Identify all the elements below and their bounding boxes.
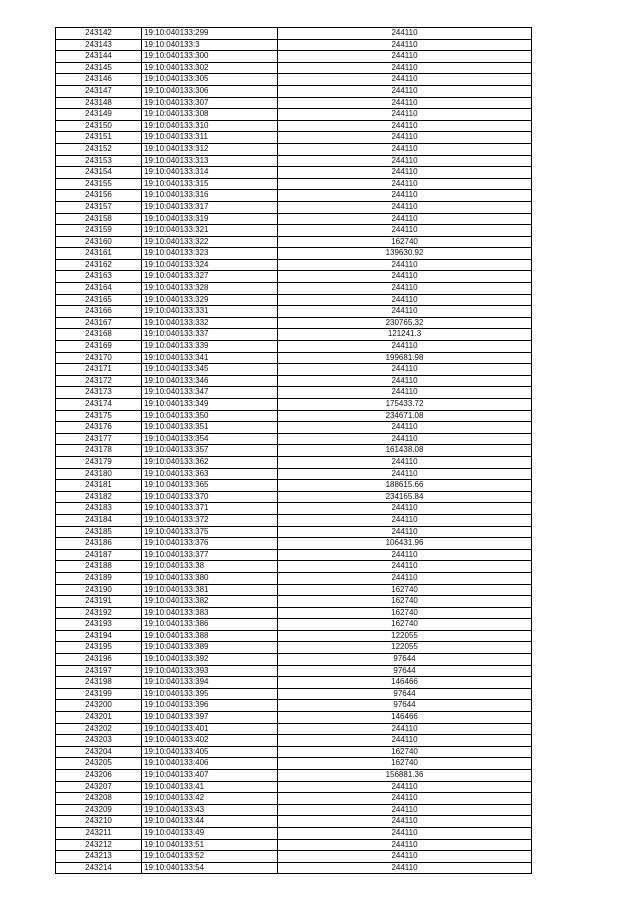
row-number-cell: 243154: [56, 167, 142, 179]
cadastral-number-cell: 19:10:040133:377: [142, 549, 278, 561]
row-number-cell: 243196: [56, 654, 142, 666]
table-row: [56, 654, 532, 666]
table-row: [56, 85, 532, 97]
value-cell: 244110: [278, 39, 532, 51]
value-cell: 199681.98: [278, 352, 532, 364]
cadastral-number-cell: 19:10:040133:376: [142, 538, 278, 550]
value-cell: 244110: [278, 781, 532, 793]
row-number-cell: 243210: [56, 816, 142, 828]
table-row: [56, 619, 532, 631]
row-number-cell: 243181: [56, 480, 142, 492]
table-row: [56, 851, 532, 863]
value-cell: 244110: [278, 561, 532, 573]
value-cell: 244110: [278, 804, 532, 816]
cadastral-number-cell: 19:10:040133:388: [142, 630, 278, 642]
row-number-cell: 243179: [56, 456, 142, 468]
table-row: [56, 352, 532, 364]
table-row: [56, 167, 532, 179]
row-number-cell: 243170: [56, 352, 142, 364]
value-cell: 244110: [278, 422, 532, 434]
value-cell: 244110: [278, 201, 532, 213]
value-cell: 244110: [278, 178, 532, 190]
row-number-cell: 243148: [56, 97, 142, 109]
value-cell: 244110: [278, 735, 532, 747]
cadastral-number-cell: 19:10:040133:349: [142, 399, 278, 411]
value-cell: 244110: [278, 155, 532, 167]
table-row: [56, 514, 532, 526]
cadastral-number-cell: 19:10:040133:327: [142, 271, 278, 283]
cadastral-number-cell: 19:10:040133:341: [142, 352, 278, 364]
cadastral-number-cell: 19:10:040133:397: [142, 712, 278, 724]
cadastral-number-cell: 19:10:040133:406: [142, 758, 278, 770]
row-number-cell: 243195: [56, 642, 142, 654]
value-cell: 244110: [278, 74, 532, 86]
row-number-cell: 243168: [56, 329, 142, 341]
value-cell: 244110: [278, 109, 532, 121]
table-row: [56, 642, 532, 654]
row-number-cell: 243204: [56, 746, 142, 758]
value-cell: 244110: [278, 468, 532, 480]
row-number-cell: 243176: [56, 422, 142, 434]
table-row: [56, 132, 532, 144]
table-row: [56, 445, 532, 457]
table-row: [56, 294, 532, 306]
value-cell: 162740: [278, 584, 532, 596]
value-cell: 244110: [278, 526, 532, 538]
cadastral-number-cell: 19:10:040133:299: [142, 28, 278, 40]
row-number-cell: 243149: [56, 109, 142, 121]
cadastral-number-cell: 19:10:040133:370: [142, 491, 278, 503]
value-cell: 244110: [278, 851, 532, 863]
row-number-cell: 243212: [56, 839, 142, 851]
value-cell: 162740: [278, 758, 532, 770]
cadastral-number-cell: 19:10:040133:354: [142, 433, 278, 445]
cadastral-number-cell: 19:10:040133:371: [142, 503, 278, 515]
table-row: [56, 735, 532, 747]
cadastral-number-cell: 19:10:040133:308: [142, 109, 278, 121]
value-cell: 162740: [278, 619, 532, 631]
table-row: [56, 491, 532, 503]
value-cell: 244110: [278, 294, 532, 306]
table-row: [56, 677, 532, 689]
cadastral-value-table: [55, 27, 532, 874]
value-cell: 244110: [278, 364, 532, 376]
row-number-cell: 243147: [56, 85, 142, 97]
cadastral-number-cell: 19:10:040133:357: [142, 445, 278, 457]
row-number-cell: 243165: [56, 294, 142, 306]
table-row: [56, 236, 532, 248]
cadastral-number-cell: 19:10:040133:312: [142, 143, 278, 155]
value-cell: 161438.08: [278, 445, 532, 457]
table-row: [56, 306, 532, 318]
value-cell: 97644: [278, 700, 532, 712]
table-row: [56, 341, 532, 353]
cadastral-number-cell: 19:10:040133:382: [142, 596, 278, 608]
table-row: [56, 410, 532, 422]
table-row: [56, 758, 532, 770]
table-row: [56, 364, 532, 376]
table-row: [56, 283, 532, 295]
table-row: [56, 584, 532, 596]
value-cell: 244110: [278, 283, 532, 295]
table-row: [56, 862, 532, 874]
value-cell: 162740: [278, 607, 532, 619]
cadastral-number-cell: 19:10:040133:322: [142, 236, 278, 248]
row-number-cell: 243163: [56, 271, 142, 283]
value-cell: 244110: [278, 167, 532, 179]
row-number-cell: 243191: [56, 596, 142, 608]
cadastral-number-cell: 19:10:040133:52: [142, 851, 278, 863]
row-number-cell: 243155: [56, 178, 142, 190]
table-row: [56, 201, 532, 213]
value-cell: 244110: [278, 190, 532, 202]
cadastral-number-cell: 19:10:040133:407: [142, 770, 278, 782]
value-cell: 244110: [278, 225, 532, 237]
row-number-cell: 243202: [56, 723, 142, 735]
table-row: [56, 97, 532, 109]
table-row: [56, 51, 532, 63]
row-number-cell: 243188: [56, 561, 142, 573]
cadastral-number-cell: 19:10:040133:347: [142, 387, 278, 399]
value-cell: 234671.08: [278, 410, 532, 422]
value-cell: 244110: [278, 793, 532, 805]
value-cell: 244110: [278, 51, 532, 63]
value-cell: 122055: [278, 630, 532, 642]
cadastral-number-cell: 19:10:040133:393: [142, 665, 278, 677]
row-number-cell: 243174: [56, 399, 142, 411]
cadastral-number-cell: 19:10:040133:401: [142, 723, 278, 735]
table-row: [56, 770, 532, 782]
cadastral-number-cell: 19:10:040133:300: [142, 51, 278, 63]
row-number-cell: 243144: [56, 51, 142, 63]
table-row: [56, 781, 532, 793]
value-cell: 244110: [278, 213, 532, 225]
value-cell: 146466: [278, 677, 532, 689]
cadastral-number-cell: 19:10:040133:44: [142, 816, 278, 828]
table-row: [56, 839, 532, 851]
table-row: [56, 225, 532, 237]
table-row: [56, 329, 532, 341]
value-cell: 244110: [278, 827, 532, 839]
row-number-cell: 243162: [56, 259, 142, 271]
table-row: [56, 155, 532, 167]
table-row: [56, 248, 532, 260]
value-cell: 175433.72: [278, 399, 532, 411]
value-cell: 244110: [278, 120, 532, 132]
row-number-cell: 243178: [56, 445, 142, 457]
cadastral-number-cell: 19:10:040133:311: [142, 132, 278, 144]
value-cell: 244110: [278, 306, 532, 318]
row-number-cell: 243192: [56, 607, 142, 619]
table-row: [56, 596, 532, 608]
value-cell: 244110: [278, 143, 532, 155]
table-row: [56, 549, 532, 561]
cadastral-number-cell: 19:10:040133:314: [142, 167, 278, 179]
value-cell: 121241.3: [278, 329, 532, 341]
cadastral-number-cell: 19:10:040133:319: [142, 213, 278, 225]
row-number-cell: 243167: [56, 317, 142, 329]
value-cell: 156881.36: [278, 770, 532, 782]
row-number-cell: 243164: [56, 283, 142, 295]
row-number-cell: 243173: [56, 387, 142, 399]
row-number-cell: 243158: [56, 213, 142, 225]
cadastral-number-cell: 19:10:040133:389: [142, 642, 278, 654]
row-number-cell: 243161: [56, 248, 142, 260]
value-cell: 97644: [278, 688, 532, 700]
cadastral-number-cell: 19:10:040133:316: [142, 190, 278, 202]
value-cell: 244110: [278, 816, 532, 828]
table-row: [56, 572, 532, 584]
row-number-cell: 243197: [56, 665, 142, 677]
value-cell: 139630.92: [278, 248, 532, 260]
table-body: [56, 28, 532, 874]
table-row: [56, 39, 532, 51]
value-cell: 230765.32: [278, 317, 532, 329]
table-row: [56, 178, 532, 190]
table-row: [56, 700, 532, 712]
table-row: [56, 630, 532, 642]
table-row: [56, 688, 532, 700]
cadastral-number-cell: 19:10:040133:329: [142, 294, 278, 306]
value-cell: 244110: [278, 514, 532, 526]
cadastral-number-cell: 19:10:040133:383: [142, 607, 278, 619]
table-row: [56, 561, 532, 573]
cadastral-number-cell: 19:10:040133:51: [142, 839, 278, 851]
value-cell: 244110: [278, 456, 532, 468]
row-number-cell: 243199: [56, 688, 142, 700]
cadastral-number-cell: 19:10:040133:315: [142, 178, 278, 190]
row-number-cell: 243189: [56, 572, 142, 584]
cadastral-number-cell: 19:10:040133:317: [142, 201, 278, 213]
cadastral-number-cell: 19:10:040133:345: [142, 364, 278, 376]
row-number-cell: 243186: [56, 538, 142, 550]
row-number-cell: 243160: [56, 236, 142, 248]
row-number-cell: 243153: [56, 155, 142, 167]
value-cell: 244110: [278, 433, 532, 445]
value-cell: 146466: [278, 712, 532, 724]
row-number-cell: 243159: [56, 225, 142, 237]
cadastral-number-cell: 19:10:040133:350: [142, 410, 278, 422]
row-number-cell: 243190: [56, 584, 142, 596]
cadastral-number-cell: 19:10:040133:328: [142, 283, 278, 295]
row-number-cell: 243214: [56, 862, 142, 874]
table-row: [56, 433, 532, 445]
table-row: [56, 109, 532, 121]
cadastral-number-cell: 19:10:040133:363: [142, 468, 278, 480]
cadastral-number-cell: 19:10:040133:302: [142, 62, 278, 74]
table-row: [56, 816, 532, 828]
row-number-cell: 243172: [56, 375, 142, 387]
cadastral-number-cell: 19:10:040133:306: [142, 85, 278, 97]
cadastral-number-cell: 19:10:040133:386: [142, 619, 278, 631]
value-cell: 188615.66: [278, 480, 532, 492]
cadastral-number-cell: 19:10:040133:310: [142, 120, 278, 132]
value-cell: 162740: [278, 596, 532, 608]
table-row: [56, 723, 532, 735]
cadastral-number-cell: 19:10:040133:3: [142, 39, 278, 51]
table-row: [56, 213, 532, 225]
row-number-cell: 243207: [56, 781, 142, 793]
cadastral-number-cell: 19:10:040133:395: [142, 688, 278, 700]
value-cell: 122055: [278, 642, 532, 654]
cadastral-number-cell: 19:10:040133:351: [142, 422, 278, 434]
row-number-cell: 243156: [56, 190, 142, 202]
table-row: [56, 827, 532, 839]
value-cell: 244110: [278, 839, 532, 851]
value-cell: 234165.84: [278, 491, 532, 503]
cadastral-number-cell: 19:10:040133:380: [142, 572, 278, 584]
cadastral-number-cell: 19:10:040133:372: [142, 514, 278, 526]
value-cell: 97644: [278, 665, 532, 677]
table-row: [56, 387, 532, 399]
table-row: [56, 538, 532, 550]
table-row: [56, 143, 532, 155]
cadastral-number-cell: 19:10:040133:321: [142, 225, 278, 237]
cadastral-number-cell: 19:10:040133:313: [142, 155, 278, 167]
cadastral-number-cell: 19:10:040133:42: [142, 793, 278, 805]
table-row: [56, 259, 532, 271]
row-number-cell: 243208: [56, 793, 142, 805]
cadastral-number-cell: 19:10:040133:365: [142, 480, 278, 492]
value-cell: 97644: [278, 654, 532, 666]
value-cell: 244110: [278, 723, 532, 735]
row-number-cell: 243180: [56, 468, 142, 480]
cadastral-number-cell: 19:10:040133:396: [142, 700, 278, 712]
cadastral-number-cell: 19:10:040133:41: [142, 781, 278, 793]
value-cell: 244110: [278, 271, 532, 283]
table-row: [56, 375, 532, 387]
value-cell: 244110: [278, 341, 532, 353]
table-row: [56, 503, 532, 515]
table-row: [56, 190, 532, 202]
table-row: [56, 28, 532, 40]
row-number-cell: 243145: [56, 62, 142, 74]
table-row: [56, 399, 532, 411]
value-cell: 244110: [278, 862, 532, 874]
cadastral-number-cell: 19:10:040133:332: [142, 317, 278, 329]
cadastral-number-cell: 19:10:040133:405: [142, 746, 278, 758]
cadastral-number-cell: 19:10:040133:43: [142, 804, 278, 816]
row-number-cell: 243198: [56, 677, 142, 689]
cadastral-number-cell: 19:10:040133:337: [142, 329, 278, 341]
value-cell: 162740: [278, 236, 532, 248]
cadastral-number-cell: 19:10:040133:339: [142, 341, 278, 353]
table-row: [56, 62, 532, 74]
row-number-cell: 243182: [56, 491, 142, 503]
table-row: [56, 526, 532, 538]
table-row: [56, 712, 532, 724]
value-cell: 162740: [278, 746, 532, 758]
cadastral-number-cell: 19:10:040133:49: [142, 827, 278, 839]
row-number-cell: 243171: [56, 364, 142, 376]
row-number-cell: 243177: [56, 433, 142, 445]
row-number-cell: 243209: [56, 804, 142, 816]
table-row: [56, 456, 532, 468]
row-number-cell: 243200: [56, 700, 142, 712]
table-row: [56, 793, 532, 805]
row-number-cell: 243169: [56, 341, 142, 353]
value-cell: 244110: [278, 259, 532, 271]
row-number-cell: 243151: [56, 132, 142, 144]
value-cell: 244110: [278, 97, 532, 109]
cadastral-number-cell: 19:10:040133:324: [142, 259, 278, 271]
table-row: [56, 422, 532, 434]
table-row: [56, 271, 532, 283]
value-cell: 244110: [278, 387, 532, 399]
table-row: [56, 607, 532, 619]
cadastral-number-cell: 19:10:040133:305: [142, 74, 278, 86]
value-cell: 244110: [278, 549, 532, 561]
table-row: [56, 120, 532, 132]
row-number-cell: 243143: [56, 39, 142, 51]
cadastral-number-cell: 19:10:040133:375: [142, 526, 278, 538]
table-row: [56, 74, 532, 86]
row-number-cell: 243183: [56, 503, 142, 515]
cadastral-number-cell: 19:10:040133:331: [142, 306, 278, 318]
row-number-cell: 243205: [56, 758, 142, 770]
cadastral-number-cell: 19:10:040133:392: [142, 654, 278, 666]
row-number-cell: 243187: [56, 549, 142, 561]
value-cell: 244110: [278, 503, 532, 515]
value-cell: 244110: [278, 375, 532, 387]
value-cell: 244110: [278, 572, 532, 584]
row-number-cell: 243150: [56, 120, 142, 132]
value-cell: 244110: [278, 85, 532, 97]
cadastral-number-cell: 19:10:040133:38: [142, 561, 278, 573]
table-row: [56, 804, 532, 816]
row-number-cell: 243193: [56, 619, 142, 631]
row-number-cell: 243146: [56, 74, 142, 86]
value-cell: 244110: [278, 28, 532, 40]
table-row: [56, 665, 532, 677]
value-cell: 244110: [278, 62, 532, 74]
cadastral-number-cell: 19:10:040133:346: [142, 375, 278, 387]
row-number-cell: 243185: [56, 526, 142, 538]
cadastral-number-cell: 19:10:040133:402: [142, 735, 278, 747]
row-number-cell: 243211: [56, 827, 142, 839]
row-number-cell: 243184: [56, 514, 142, 526]
table-row: [56, 468, 532, 480]
cadastral-number-cell: 19:10:040133:54: [142, 862, 278, 874]
cadastral-number-cell: 19:10:040133:394: [142, 677, 278, 689]
value-cell: 106431.96: [278, 538, 532, 550]
row-number-cell: 243201: [56, 712, 142, 724]
row-number-cell: 243203: [56, 735, 142, 747]
row-number-cell: 243175: [56, 410, 142, 422]
row-number-cell: 243157: [56, 201, 142, 213]
table-row: [56, 746, 532, 758]
row-number-cell: 243142: [56, 28, 142, 40]
row-number-cell: 243213: [56, 851, 142, 863]
table-row: [56, 480, 532, 492]
cadastral-number-cell: 19:10:040133:307: [142, 97, 278, 109]
cadastral-number-cell: 19:10:040133:381: [142, 584, 278, 596]
cadastral-number-cell: 19:10:040133:362: [142, 456, 278, 468]
table-row: [56, 317, 532, 329]
row-number-cell: 243152: [56, 143, 142, 155]
row-number-cell: 243166: [56, 306, 142, 318]
cadastral-number-cell: 19:10:040133:323: [142, 248, 278, 260]
row-number-cell: 243206: [56, 770, 142, 782]
row-number-cell: 243194: [56, 630, 142, 642]
value-cell: 244110: [278, 132, 532, 144]
